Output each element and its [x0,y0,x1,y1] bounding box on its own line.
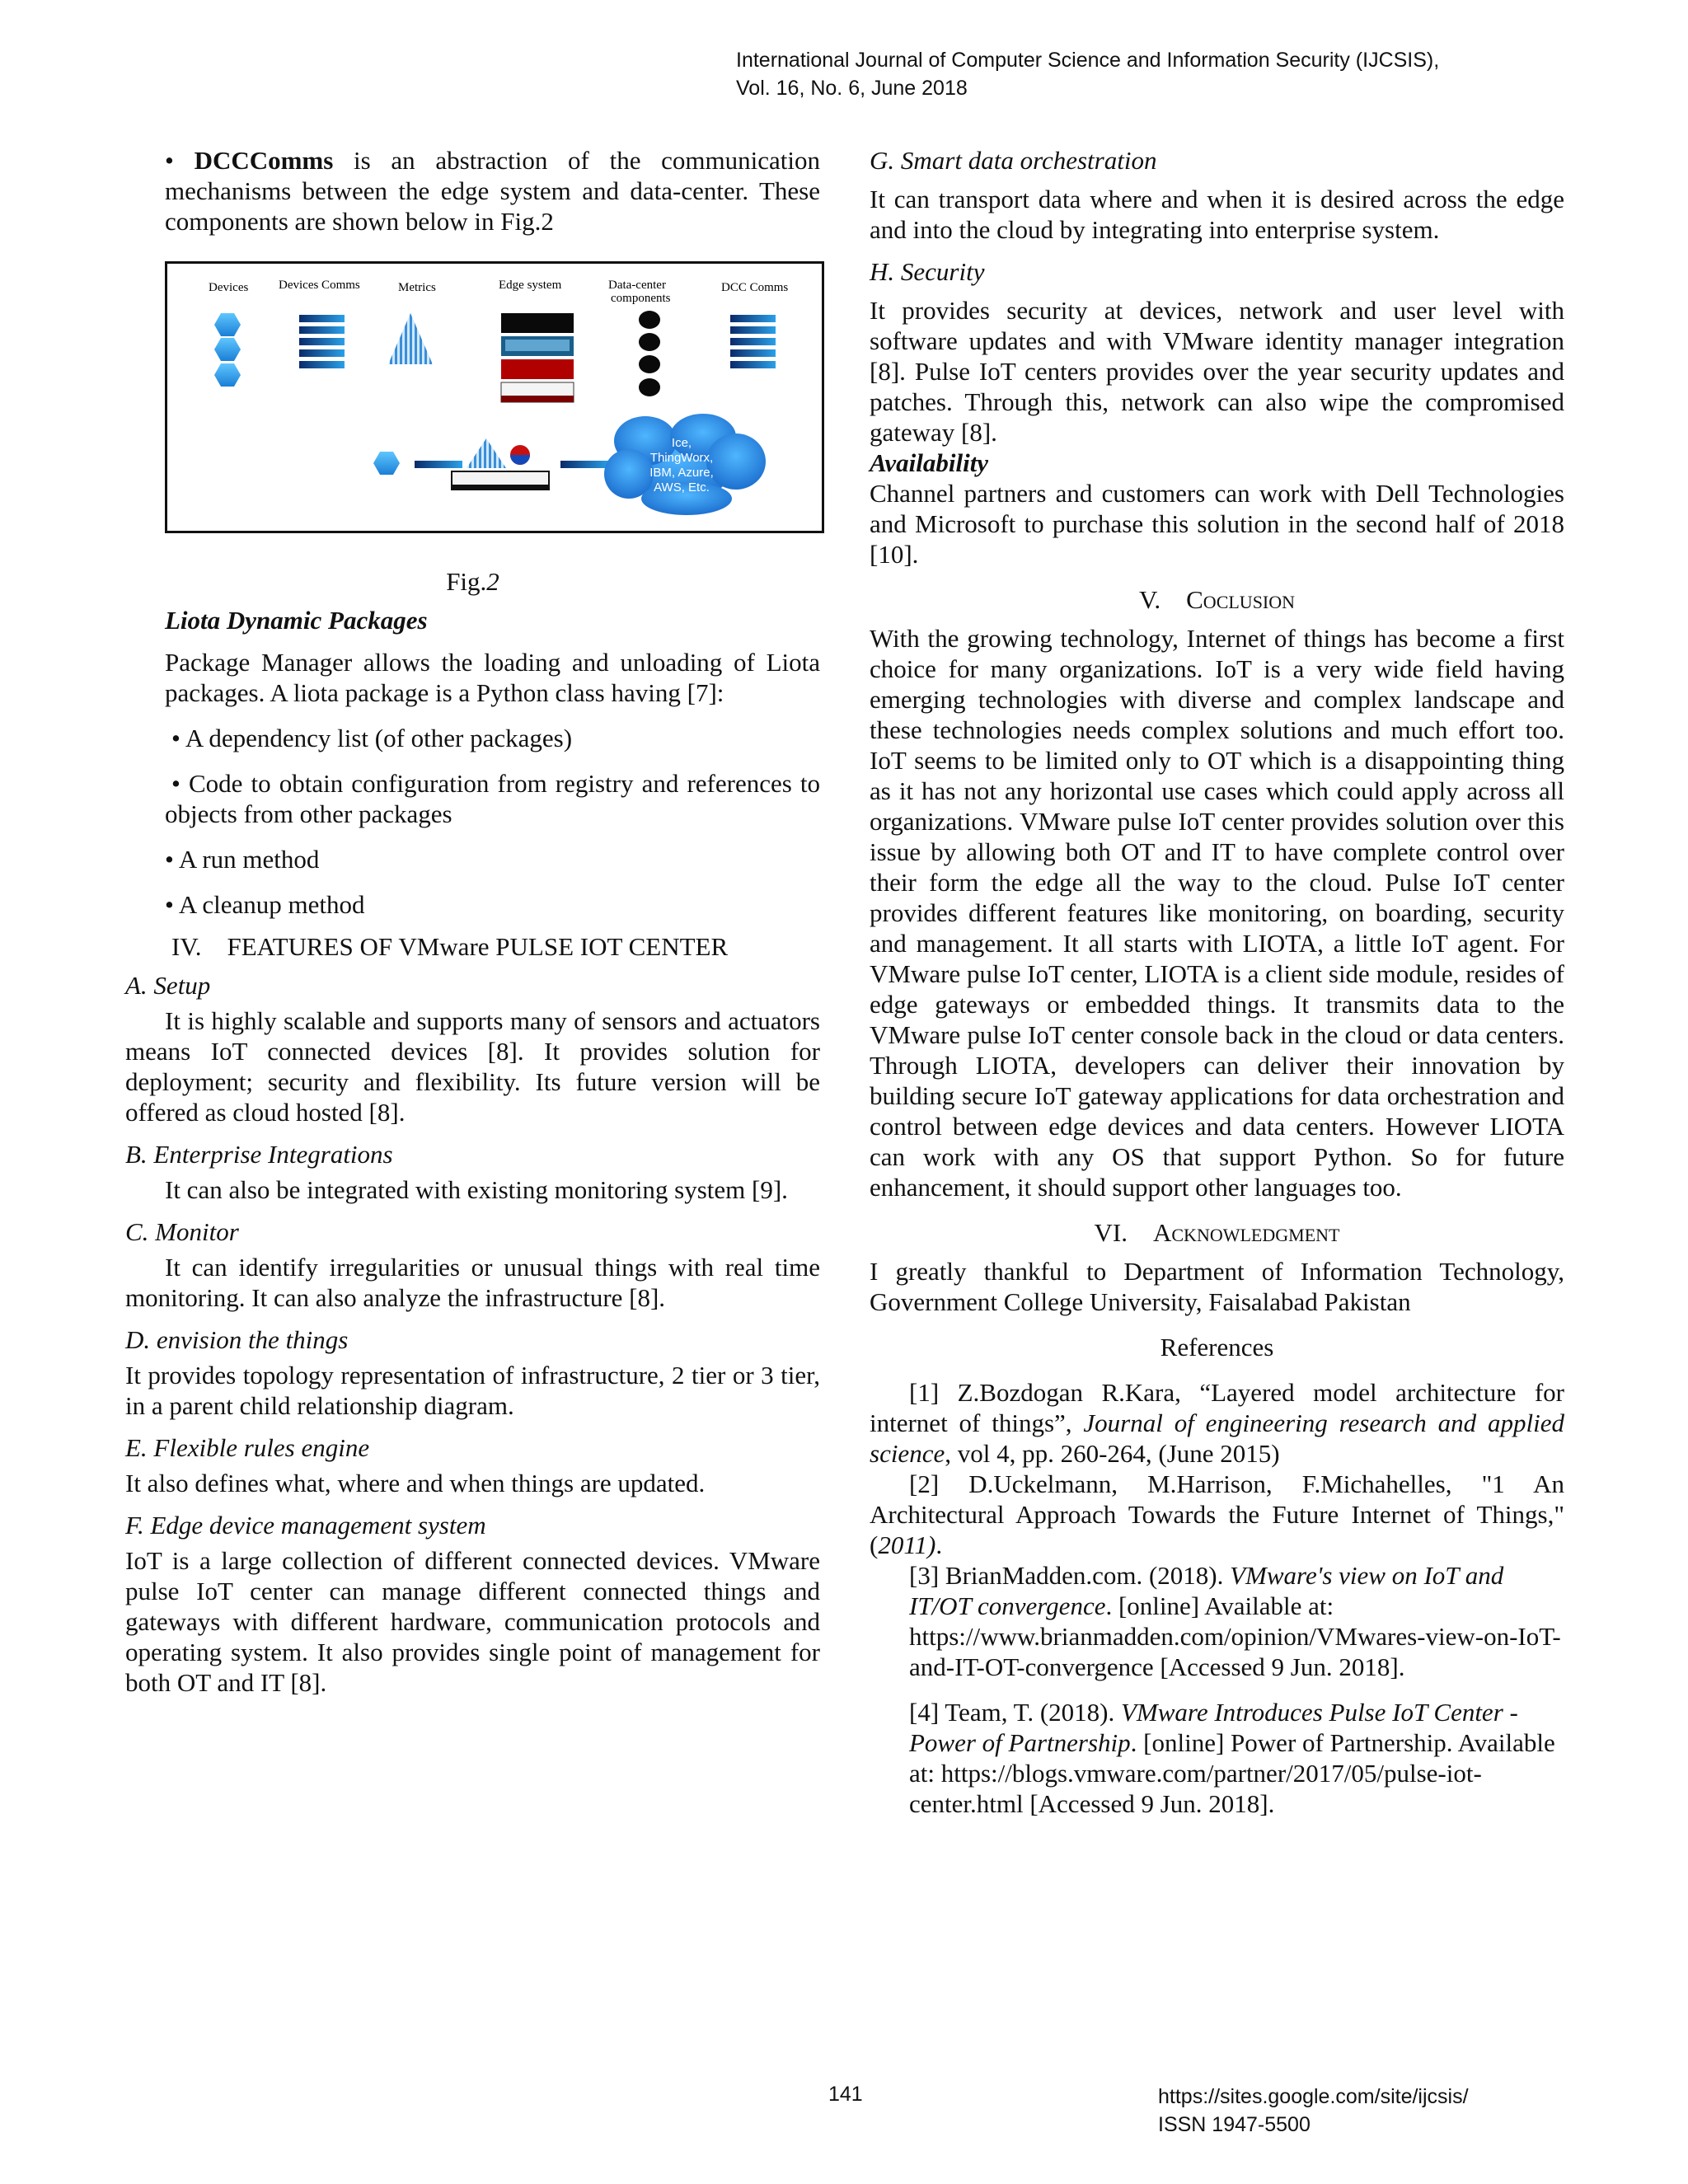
cloud-line-2: ThingWorx, [649,451,714,465]
cloud-line-3: IBM, Azure, [649,466,714,480]
envision-paragraph: It provides topology representation of infrastructure, 2 tier or 3 tier, in a parent child relationship diagram. [125,1361,820,1420]
devices-hexagons [214,313,241,387]
footer-issn: ISSN 1947-5500 [1158,2113,1311,2136]
references-heading: References [1160,1333,1274,1361]
footer-url: https://sites.google.com/site/ijcsis/ [1158,2085,1469,2108]
device-hexagon [214,313,241,336]
device-hexagon [214,338,241,361]
setup-paragraph: It is highly scalable and supports many of sensors and actuators means IoT connected devices [8]. It provides solution for deployment; security and flexibility. Its future version will be offered as cloud hosted [8]. [125,1006,820,1127]
page-number: 141 [828,2083,863,2106]
label-dcc-comms: DCC Comms [721,281,789,294]
availability-heading: Availability [870,448,989,477]
edge-management-heading: F. Edge device management system [125,1511,486,1540]
section-4-heading: IV. FEATURES OF VMware PULSE IOT CENTER [171,932,729,961]
label-dc-components-1: Data-center [608,279,666,292]
left-column [125,145,820,1698]
cloud-line-4: AWS, Etc. [654,480,710,494]
acknowledgment-paragraph: I greatly thankful to Department of Information Technology, Government College University, Faisalabad Pakistan [870,1257,1564,1316]
rules-engine-heading: E. Flexible rules engine [125,1433,370,1462]
components-diagram [167,264,822,531]
liota-heading: Liota Dynamic Packages [165,606,428,635]
cloud-platforms [604,414,766,515]
enterprise-paragraph: It can also be integrated with existing monitoring system [9]. [165,1175,788,1204]
dcc-comms-bars [730,315,776,368]
label-dc-components-2: components [611,292,671,305]
label-devices: Devices [209,281,249,294]
label-edge-system: Edge system [499,279,562,292]
enterprise-heading: B. Enterprise Integrations [125,1140,393,1169]
conclusion-paragraph: With the growing technology, Internet of things has become a first choice for many organizations. IoT is a very wide field having emerging technologies with diverse and complex landscape and these technologies needs complex solutions and much effort too. IoT seems to be limited only to OT which is a disappointing thing as it has not any horizontal use cases which could apply across all organizations. VMware pulse IoT center provides solution over this issue by allowing both OT and IT to have complete control over their form the edge all the way to the cloud. Pulse IoT center provides different features like monitoring, on boarding, security and management. It all starts with LIOTA, a little IoT agent. For VMware pulse IoT center, LIOTA is a client side module, resides of edge gateways or embedded things. It transmits data to the VMware pulse IoT center console back in the cloud or data centers. Through LIOTA, developers can deliver their innovation by building secure IoT gateway applications for data orchestration and control between edge devices and data centers. However LIOTA can work with any OS that support Python. So for future enhancement, it should support other languages too. [870,624,1564,1202]
liota-bullet-1: • A dependency list (of other packages) [171,724,573,752]
device-hexagon [214,363,241,387]
edge-system-stack [501,313,574,402]
reference-2: [2] D.Uckelmann, M.Harrison, F.Michahelles, "1 An Architectural Approach Towards the Future Internet of Things,"(2011). [870,1469,1564,1559]
devices-comms-bars [299,315,345,368]
datacenter-components [639,311,660,396]
monitor-heading: C. Monitor [125,1217,239,1246]
dcccomms-term: DCCComms [194,146,334,175]
metrics-triangle [388,313,433,364]
rules-engine-paragraph: It also defines what, where and when things are updated. [125,1469,706,1497]
security-heading: H. Security [870,257,985,286]
reference-1: [1] Z.Bozdogan R.Kara, “Layered model architecture for internet of things”, Journal of engineering research and applied science, vol 4, pp. 260-264, (June 2015) [870,1378,1564,1468]
smart-data-heading: G. Smart data orchestration [870,146,1157,175]
figure-2-diagram [165,261,824,533]
label-devices-comms: Devices Comms [279,279,360,292]
footer-info [1158,2083,1469,2139]
cloud-line-1: Ice, [671,436,692,450]
edge-flow [373,438,610,490]
section-5-heading: V. Coclusion [1138,585,1296,614]
setup-heading: A. Setup [125,971,211,1000]
journal-header-line1: International Journal of Computer Science and Information Security (IJCSIS), [736,49,1440,72]
smart-data-paragraph: It can transport data where and when it is desired across the edge and into the cloud by integrating into enterprise system. [870,185,1564,244]
reference-4: [4] Team, T. (2018). VMware Introduces Pulse IoT Center - Power of Partnership. [online] Power of Partnership. Available at: https://blogs.vmware.com/partner/2017/05/pulse-iot-center.html [Accessed 9 Jun. 2018]. [909,1698,1555,1818]
edge-management-paragraph: IoT is a large collection of different connected devices. VMware pulse IoT center can manage different connected things and gateways with different hardware, communication protocols and operating system. It also provides single point of management for both OT and IT [8]. [125,1546,820,1697]
right-column [870,145,1564,1819]
liota-bullet-3: • A run method [165,845,320,874]
liota-bullet-2: • Code to obtain configuration from registry and references to objects from other packages [165,769,820,828]
journal-header [736,46,1439,102]
availability-paragraph: Channel partners and customers can work with Dell Technologies and Microsoft to purchase this solution in the second half of 2018 [10]. [870,479,1564,569]
dcccomms-paragraph: • DCCComms is an abstraction of the communication mechanisms between the edge system and data-center. These components are shown below in Fig.2 [165,146,820,236]
reference-3: [3] BrianMadden.com. (2018). VMware's view on IoT and IT/OT convergence. [online] Available at: https://www.brianmadden.com/opinion/VMwares-view-on-IoT-and-IT-OT-convergence [Accessed 9 Jun. 2018]. [909,1561,1561,1681]
figure-caption: Fig.2 [446,567,499,596]
security-paragraph: It provides security at devices, network and user level with software updates and with VMware identity manager integration [8]. Pulse IoT centers provides over the year security updates and patches. Through this, network can also wipe the compromised gateway [8]. [870,296,1564,447]
section-6-heading: VI. Acknowledgment [1094,1218,1340,1247]
liota-bullet-4: • A cleanup method [165,890,365,919]
monitor-paragraph: It can identify irregularities or unusual things with real time monitoring. It can also analyze the infrastructure [8]. [125,1253,820,1312]
label-metrics: Metrics [398,281,436,294]
envision-heading: D. envision the things [125,1325,349,1354]
liota-paragraph: Package Manager allows the loading and unloading of Liota packages. A liota package is a Python class having [7]: [165,648,820,707]
journal-header-line2: Vol. 16, No. 6, June 2018 [736,77,968,100]
